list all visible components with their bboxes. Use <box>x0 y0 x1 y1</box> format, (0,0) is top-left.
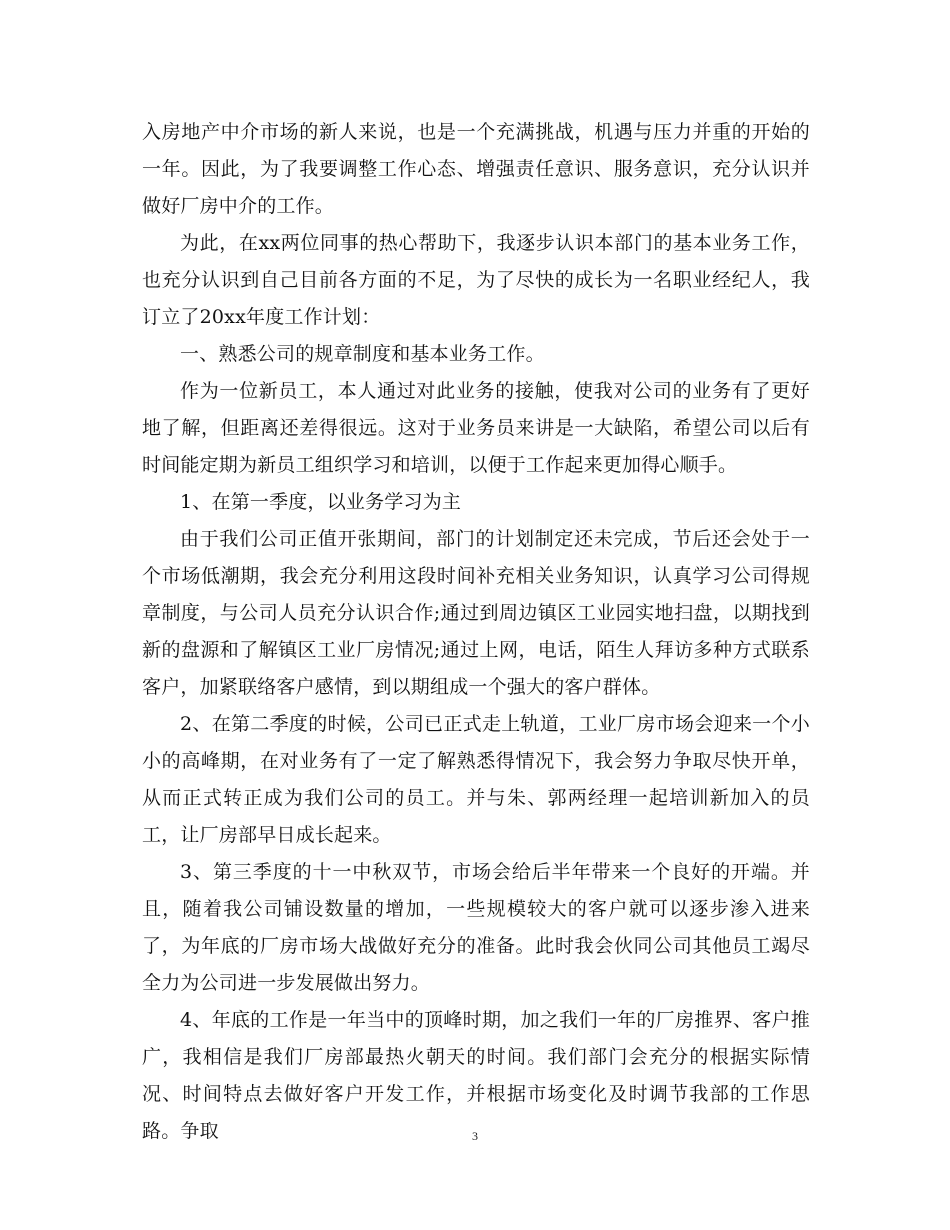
paragraph-2: 为此，在xx两位同事的热心帮助下，我逐步认识本部门的基本业务工作，也充分认识到自己目前各方面的不足，为了尽快的成长为一名职业经纪人，我订立了20xx年度工作计划： <box>142 232 810 328</box>
paragraph-q1: 由于我们公司正值开张期间，部门的计划制定还未完成，节后还会处于一个市场低潮期，我会充分利用这段时间补充相关业务知识，认真学习公司得规章制度，与公司人员充分认识合作;通过到周边镇区工业园实地扫盘，以期找到新的盘源和了解镇区工业厂房情况;通过上网，电话，陌生人拜访多种方式联系客户，加紧联络客户感情，到以期组成一个强大的客户群体。 <box>142 528 810 698</box>
paragraph-q4: 4、年底的工作是一年当中的顶峰时期，加之我们一年的厂房推界、客户推广，我相信是我们厂房部最热火朝天的时间。我们部门会充分的根据实际情况、时间特点去做好客户开发工作，并根据市场变化及时调节我部的工作思路。争取 <box>142 1009 810 1142</box>
subheading-q1: 1、在第一季度，以业务学习为主 <box>180 491 462 513</box>
paragraph-3: 作为一位新员工，本人通过对此业务的接触，使我对公司的业务有了更好地了解，但距离还差得很远。这对于业务员来讲是一大缺陷，希望公司以后有时间能定期为新员工组织学习和培训，以便于工作起来更加得心顺手。 <box>142 380 810 476</box>
paragraph-1: 入房地产中介市场的新人来说，也是一个充满挑战，机遇与压力并重的开始的一年。因此，为了我要调整工作心态、增强责任意识、服务意识，充分认识并做好厂房中介的工作。 <box>142 121 810 217</box>
section-heading-1: 一、熟悉公司的规章制度和基本业务工作。 <box>180 343 545 365</box>
page-number: 3 <box>472 1129 478 1143</box>
document-body <box>142 114 810 1150</box>
paragraph-q2: 2、在第二季度的时候，公司已正式走上轨道，工业厂房市场会迎来一个小小的高峰期，在对业务有了一定了解熟悉得情况下，我会努力争取尽快开单，从而正式转正成为我们公司的员工。并与朱、郭两经理一起培训新加入的员工，让厂房部早日成长起来。 <box>142 713 810 846</box>
paragraph-q3: 3、第三季度的十一中秋双节，市场会给后半年带来一个良好的开端。并且，随着我公司铺设数量的增加，一些规模较大的客户就可以逐步渗入进来了，为年底的厂房市场大战做好充分的准备。此时我会伙同公司其他员工竭尽全力为公司进一步发展做出努力。 <box>142 861 810 994</box>
